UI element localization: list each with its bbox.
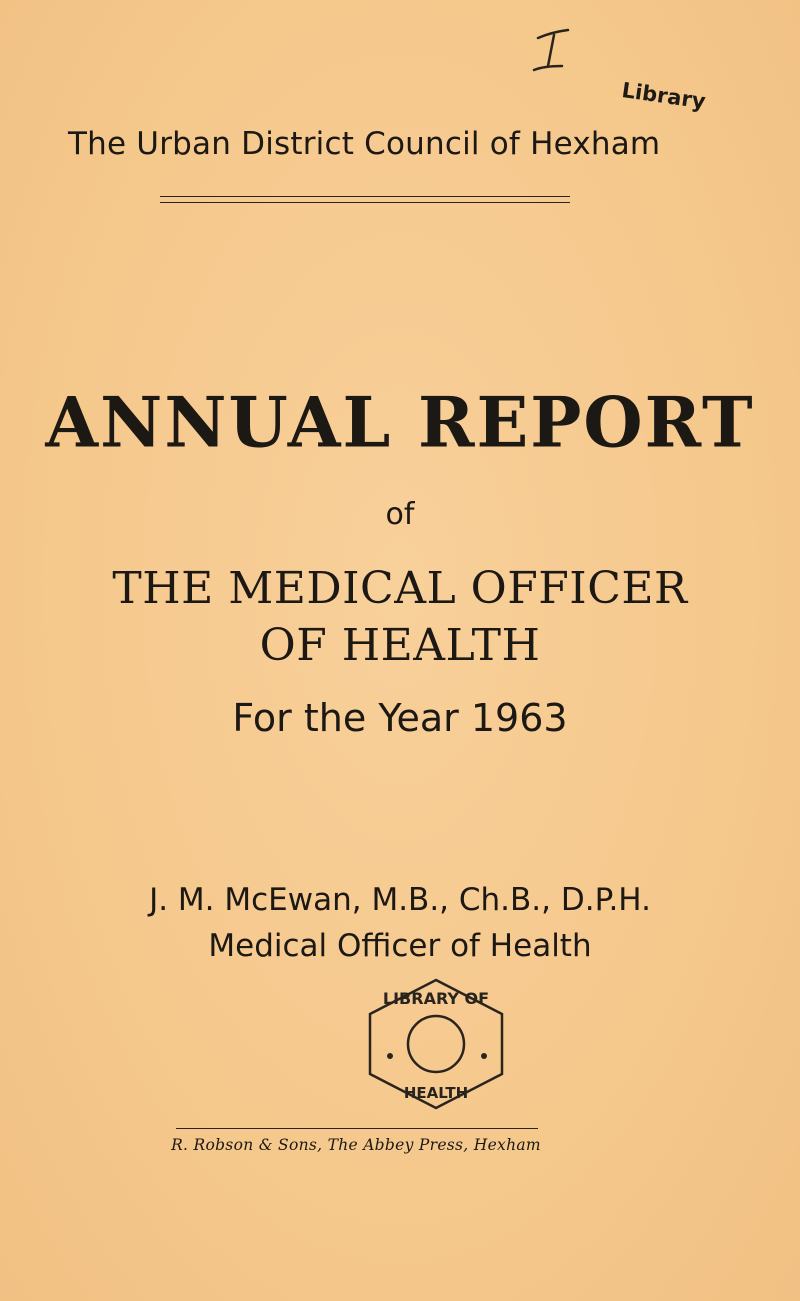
council-name: The Urban District Council of Hexham	[68, 126, 661, 162]
handwritten-library-note: Library	[620, 78, 708, 114]
svg-text:LIBRARY OF: LIBRARY OF	[382, 989, 490, 1008]
title-of: of	[385, 497, 415, 532]
title-line-1: THE MEDICAL OFFICER	[112, 563, 688, 614]
title-line-2: OF HEALTH	[259, 620, 541, 671]
printer-imprint: R. Robson & Sons, The Abbey Press, Hexham	[171, 1136, 541, 1154]
double-rule-divider	[160, 196, 570, 203]
library-stamp	[356, 974, 516, 1114]
author-role: Medical Officer of Health	[208, 928, 592, 964]
handwritten-mark	[520, 22, 580, 82]
author-name: J. M. McEwan, M.B., Ch.B., D.P.H.	[149, 882, 651, 918]
report-title: ANNUAL REPORT	[45, 382, 755, 464]
footer-rule	[176, 1128, 538, 1129]
report-year: For the Year 1963	[232, 696, 568, 740]
svg-text:HEALTH: HEALTH	[403, 1084, 469, 1102]
